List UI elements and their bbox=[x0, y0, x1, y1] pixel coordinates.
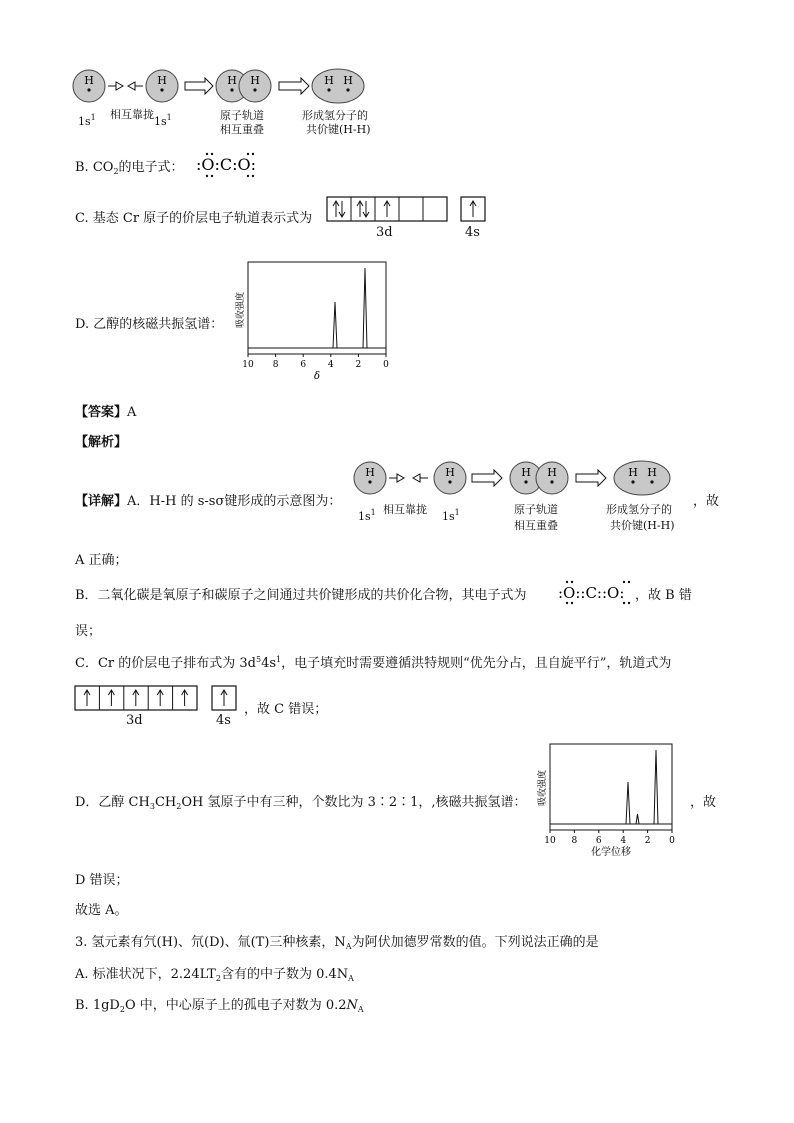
label-1s-right: $1s^1$ bbox=[442, 508, 460, 523]
h-symbol: H bbox=[84, 74, 94, 87]
detail-b-tail: ，故 B 错 bbox=[635, 588, 692, 603]
label-overlap-2: 相互重叠 bbox=[514, 519, 558, 532]
process-arrow-icon bbox=[576, 470, 606, 486]
label-overlap-1: 原子轨道 bbox=[514, 503, 558, 516]
svg-text:H: H bbox=[547, 466, 557, 479]
option-d-line: D. 乙醇的核磁共振氢谱： bbox=[75, 317, 224, 332]
option-b-line: B. $CO_2$的电子式： bbox=[75, 160, 184, 176]
answer-line: 【答案】A bbox=[75, 405, 137, 420]
detail-c-line: C．Cr 的价层电子排布式为 $3d^54s^1$，电子填充时需要遵循洪特规则“优先分占，且自旋平行”，轨道式为 bbox=[75, 655, 672, 671]
svg-text:6: 6 bbox=[300, 360, 307, 370]
approach-arrow-left-icon bbox=[413, 474, 428, 482]
detail-b-line2: 误； bbox=[75, 624, 102, 639]
label-form-2: 共价键(H-H) bbox=[306, 123, 371, 136]
q3-option-a: A. 标准状况下，$2.24LT_2$含有的中子数为 $0.4N_A$ bbox=[75, 967, 354, 983]
svg-text:化学位移: 化学位移 bbox=[591, 847, 631, 858]
label-overlap-2: 相互重叠 bbox=[220, 123, 264, 136]
cr-orbital-diagram-correct bbox=[75, 686, 245, 716]
detail-d-line2: D 错误； bbox=[75, 873, 129, 888]
h-symbol: H bbox=[250, 74, 260, 87]
svg-text:2: 2 bbox=[355, 360, 362, 370]
label-4s: 4s bbox=[216, 713, 231, 728]
svg-text::O:C:O:: :O:C:O: bbox=[196, 155, 257, 174]
label-4s: 4s bbox=[465, 225, 480, 240]
h-symbol: H bbox=[324, 74, 334, 87]
h-symbol: H bbox=[157, 74, 167, 87]
svg-text:2: 2 bbox=[644, 836, 651, 846]
svg-text:8: 8 bbox=[272, 360, 279, 370]
option-c-line: C. 基态 Cr 原子的价层电子轨道表示式为 bbox=[75, 211, 313, 226]
detail-a-line: 【详解】A．H-H 的 s-sσ键形成的示意图为： bbox=[75, 494, 342, 509]
label-approach: 相互靠拢 bbox=[383, 503, 427, 516]
svg-text:吸收强度: 吸收强度 bbox=[538, 769, 548, 807]
detail-a-tail: ，故 bbox=[693, 494, 720, 509]
nmr-spectrum-ethanol bbox=[538, 742, 678, 864]
svg-text:10: 10 bbox=[544, 836, 556, 846]
svg-text:H: H bbox=[628, 466, 638, 479]
detail-d-tail: ，故 bbox=[690, 795, 717, 810]
h2-bond-formation-diagram-explain bbox=[0, 0, 794, 560]
svg-text:δ: δ bbox=[313, 371, 321, 382]
detail-d-line: D．乙醇 $CH_3CH_2OH$ 氢原子中有三种，个数比为 3∶2∶1，,核磁共振氢谱： bbox=[75, 795, 527, 811]
detail-b-line: B．二氧化碳是氧原子和碳原子之间通过共价键形成的共价化合物，其电子式为 bbox=[75, 588, 527, 603]
svg-text:0: 0 bbox=[383, 360, 389, 370]
svg-text:吸收强度: 吸收强度 bbox=[236, 291, 246, 329]
label-form-1: 形成氢分子的 bbox=[606, 503, 672, 516]
label-form-2: 共价键(H-H) bbox=[610, 519, 675, 532]
label-overlap-1: 原子轨道 bbox=[220, 109, 264, 122]
label-1s-left: $1s^1$ bbox=[358, 508, 376, 523]
label-approach: 相互靠拢 bbox=[110, 108, 154, 121]
h-symbol: H bbox=[343, 74, 353, 87]
label-3d: 3d bbox=[126, 713, 143, 728]
svg-text:4: 4 bbox=[620, 836, 627, 846]
svg-text:0: 0 bbox=[669, 836, 675, 846]
label-form-1: 形成氢分子的 bbox=[302, 109, 368, 122]
conclusion: 故选 A。 bbox=[75, 903, 128, 918]
label-1s-left: $1s^1$ bbox=[78, 113, 96, 128]
svg-text:H: H bbox=[521, 466, 531, 479]
process-arrow-icon bbox=[472, 470, 502, 486]
label-3d: 3d bbox=[376, 225, 393, 240]
detail-a-correct: A 正确； bbox=[75, 553, 128, 568]
svg-text:4: 4 bbox=[327, 360, 334, 370]
svg-text:H: H bbox=[365, 466, 375, 479]
q3-stem: 3. 氢元素有氕(H)、氘(D)、氚(T)三种核素，$N_A$为阿伏加德罗常数的值。下列说法正确的是 bbox=[75, 935, 599, 951]
svg-text:6: 6 bbox=[595, 836, 602, 846]
svg-text:H: H bbox=[445, 466, 455, 479]
q3-option-b: B. $1gD_2O$ 中，中心原子上的孤电子对数为 $0.2N_A$ bbox=[75, 998, 364, 1014]
analysis-label: 【解析】 bbox=[75, 435, 128, 450]
svg-text:8: 8 bbox=[571, 836, 578, 846]
svg-text:10: 10 bbox=[242, 360, 254, 370]
detail-c-tail: ，故 C 错误； bbox=[244, 702, 328, 717]
approach-arrow-right-icon bbox=[389, 474, 404, 482]
h-symbol: H bbox=[227, 74, 237, 87]
label-1s-right: $1s^1$ bbox=[154, 113, 172, 128]
svg-text:H: H bbox=[647, 466, 657, 479]
svg-text::O::C::O:: :O::C::O: bbox=[558, 584, 625, 602]
